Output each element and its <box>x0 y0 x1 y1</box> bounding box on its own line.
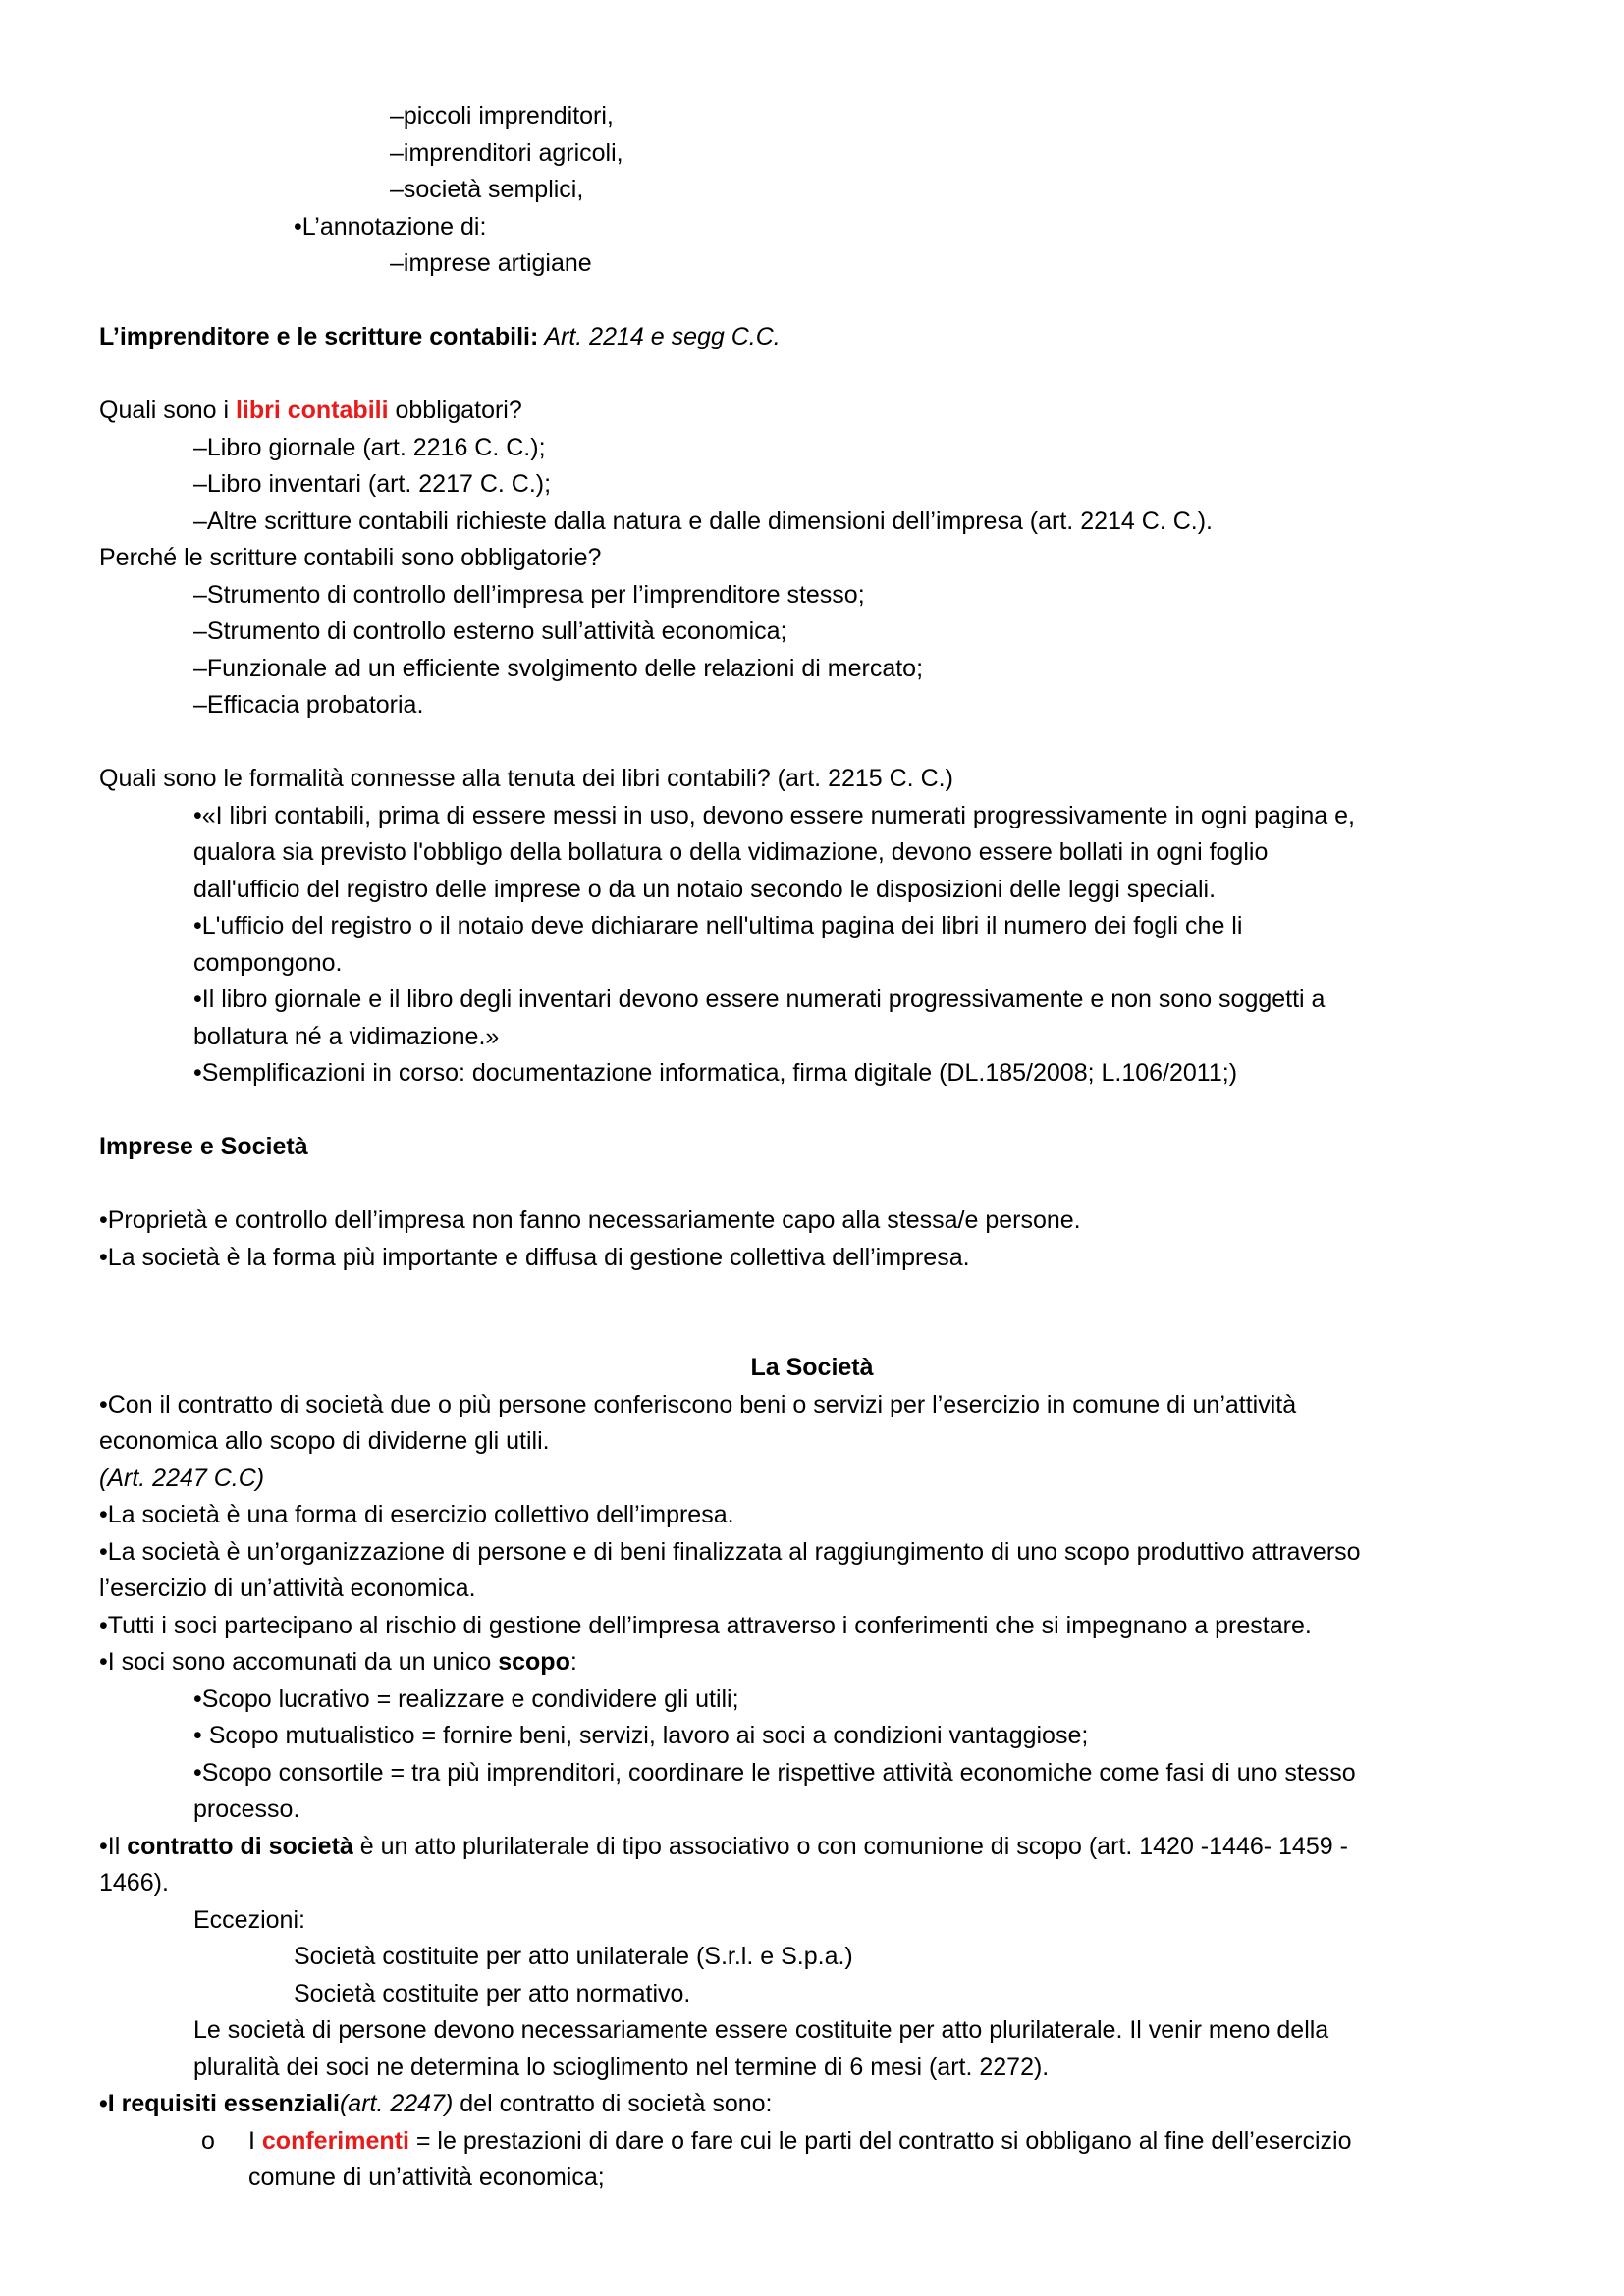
bullet-text: è un atto plurilaterale di tipo associativo o con comunione di scopo (art. 1420 -1446- 1459 - <box>352 1833 1348 1860</box>
list-item: –piccoli imprenditori, <box>390 102 614 130</box>
bullet-item <box>99 1644 577 1682</box>
list-text: I <box>248 2127 262 2155</box>
list-item: –Efficacia probatoria. <box>193 691 424 719</box>
list-item: •Scopo consortile = tra più imprenditori, coordinare le rispettive attività economiche come fasi di uno stesso <box>193 1759 1356 1787</box>
circle-bullet: o <box>201 2127 215 2155</box>
paragraph-line: bollatura né a vidimazione.» <box>193 1023 500 1050</box>
bullet-item: •La società è la forma più importante e diffusa di gestione collettiva dell’impresa. <box>99 1244 970 1271</box>
bullet-item: l’esercizio di un’attività economica. <box>99 1575 476 1602</box>
paragraph-line: Le società di persone devono necessariamente essere costituite per atto plurilaterale. Il venir meno della <box>193 2016 1329 2044</box>
list-item: –Strumento di controllo esterno sull’attività economica; <box>193 617 787 645</box>
bullet-text: : <box>569 1648 577 1676</box>
bullet-text: del contratto di società sono: <box>453 2090 773 2117</box>
question-text: Quali sono i <box>99 397 236 424</box>
heading-text: Imprese e Società <box>99 1133 308 1160</box>
question: Quali sono le formalità connesse alla tenuta dei libri contabili? (art. 2215 C. C.) <box>99 765 953 792</box>
list-item: –Altre scritture contabili richieste dalla natura e dalle dimensioni dell’impresa (art. 2214 C. C.). <box>193 507 1213 535</box>
bold-term: scopo <box>498 1648 570 1676</box>
bullet-item: •Tutti i soci partecipano al rischio di gestione dell’impresa attraverso i conferimenti che si impegnano a prestare. <box>99 1612 1312 1639</box>
list-item: –società semplici, <box>390 176 584 203</box>
list-item: processo. <box>193 1795 300 1823</box>
paragraph-line: compongono. <box>193 949 343 977</box>
paragraph-line: pluralità dei soci ne determina lo scioglimento nel termine di 6 mesi (art. 2272). <box>193 2054 1050 2081</box>
list-item: –Strumento di controllo dell’impresa per l’imprenditore stesso; <box>193 581 865 609</box>
section-heading <box>99 1129 308 1166</box>
bullet-item: •Proprietà e controllo dell’impresa non fanno necessariamente capo alla stessa/e persone. <box>99 1206 1081 1234</box>
bold-term: contratto di società <box>127 1833 353 1860</box>
question <box>99 393 522 430</box>
paragraph-line: •Con il contratto di società due o più persone conferiscono beni o servizi per l’esercizio in comune di un’attività <box>99 1391 1297 1418</box>
bold-term: •I requisiti essenziali <box>99 2090 340 2117</box>
reference <box>99 1461 264 1498</box>
list-item: –imprenditori agricoli, <box>390 139 623 167</box>
paragraph-line: dall'ufficio del registro delle imprese o da un notaio secondo le disposizioni delle leggi speciali. <box>193 876 1217 903</box>
bullet-item: •La società è un’organizzazione di persone e di beni finalizzata al raggiungimento di uno scopo produttivo attraverso <box>99 1538 1361 1566</box>
list-item: –Funzionale ad un efficiente svolgimento delle relazioni di mercato; <box>193 655 924 682</box>
paragraph-line: •«I libri contabili, prima di essere messi in uso, devono essere numerati progressivamente in ogni pagina e, <box>193 802 1355 829</box>
list-item: •L’annotazione di: <box>294 213 487 240</box>
heading-reference: Art. 2214 e segg C.C. <box>538 323 781 350</box>
highlighted-term: conferimenti <box>261 2127 409 2155</box>
paragraph-line: Eccezioni: <box>193 1906 305 1934</box>
list-item <box>248 2123 1352 2161</box>
heading-text: L’imprenditore e le scritture contabili: <box>99 323 539 350</box>
bullet-text: •I soci sono accomunati da un unico <box>99 1648 499 1676</box>
section-title <box>0 1350 1624 1387</box>
title-text: La Società <box>750 1354 874 1381</box>
question: Perché le scritture contabili sono obbligatorie? <box>99 544 602 571</box>
paragraph-line: qualora sia previsto l'obbligo della bollatura o della vidimazione, devono essere bollati in ogni foglio <box>193 838 1269 866</box>
section-heading <box>99 319 781 356</box>
reference-text: (art. 2247) <box>339 2090 454 2117</box>
list-item: Società costituite per atto normativo. <box>294 1980 691 2007</box>
paragraph-line: •L'ufficio del registro o il notaio deve dichiarare nell'ultima pagina dei libri il numero dei fogli che li <box>193 912 1243 939</box>
bullet-item <box>99 1829 1348 1866</box>
list-item: •Scopo lucrativo = realizzare e condividere gli utili; <box>193 1685 739 1713</box>
list-item: • Scopo mutualistico = fornire beni, servizi, lavoro ai soci a condizioni vantaggiose; <box>193 1722 1089 1749</box>
list-item: Società costituite per atto unilaterale (S.r.l. e S.p.a.) <box>294 1943 853 1970</box>
paragraph-line: comune di un’attività economica; <box>248 2163 605 2191</box>
bullet-item: •La società è una forma di esercizio collettivo dell’impresa. <box>99 1501 734 1528</box>
question-text: obbligatori? <box>388 397 522 424</box>
paragraph-line: 1466). <box>99 1869 169 1896</box>
highlighted-term: libri contabili <box>235 397 389 424</box>
list-item: –Libro inventari (art. 2217 C. C.); <box>193 470 552 498</box>
list-item: –imprese artigiane <box>390 249 592 277</box>
reference-text: (Art. 2247 C.C) <box>99 1465 265 1492</box>
bullet-item <box>99 2086 773 2123</box>
paragraph-line: •Il libro giornale e il libro degli inventari devono essere numerati progressivamente e non sono soggetti a <box>193 986 1326 1013</box>
paragraph-line: •Semplificazioni in corso: documentazione informatica, firma digitale (DL.185/2008; L.106/2011;) <box>193 1059 1238 1087</box>
bullet-text: •Il <box>99 1833 128 1860</box>
paragraph-line: economica allo scopo di dividerne gli utili. <box>99 1427 550 1455</box>
list-text: = le prestazioni di dare o fare cui le parti del contratto si obbligano al fine dell’esercizio <box>408 2127 1352 2155</box>
list-item: –Libro giornale (art. 2216 C. C.); <box>193 434 546 461</box>
